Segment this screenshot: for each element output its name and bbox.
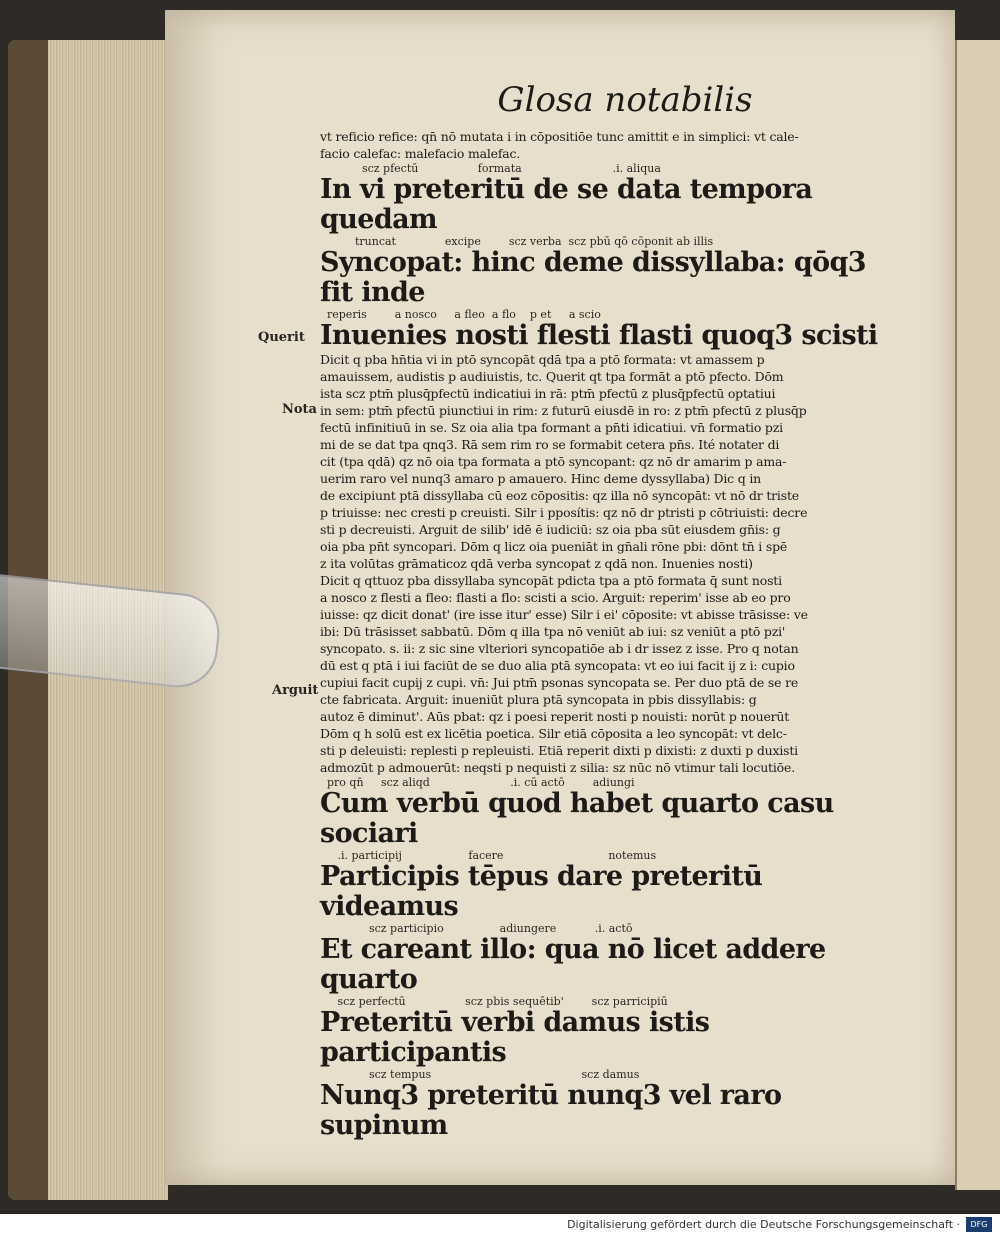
facing-page-edge <box>955 40 1000 1190</box>
commentary-line: uerim raro vel nunq3 amaro p amauero. Hinc deme dyssyllaba) Dic q in <box>320 471 761 486</box>
margin-note-querit: Querit <box>258 330 305 345</box>
gloss-line: scz perfectū scz pbis sequētib' scz parricipiū <box>320 995 668 1008</box>
page-text-block <box>320 80 890 1141</box>
footer-bar <box>0 1214 1000 1237</box>
commentary-line: autoz ē diminut'. Aūs pbat: qz i poesi reperit nosti p nouisti: norūt p nouerūt <box>320 709 790 724</box>
commentary-line: sti p decreuisti. Arguit de silib' idē ē iudiciū: sz oia pba sūt eiusdem gn̄is: g <box>320 522 781 537</box>
commentary-line: ibi: Dū trāsisset sabbatū. Dōm q illa tpa nō veniūt ab iui: sz veniūt a ptō pzi' <box>320 624 786 639</box>
gloss-line: pro qn̄ scz aliqd .i. cū actō adiungi <box>320 776 635 789</box>
commentary-line: syncopato. s. ii: z sic sine vlteriori syncopatiōe ab i dr issez z isse. Pro q notan <box>320 641 799 656</box>
commentary-line: dū est q ptā i iui faciūt de se duo alia ptā syncopata: vt eo iui facit ij z i: cupio <box>320 658 795 673</box>
page-title: Glosa notabilis <box>497 80 753 120</box>
commentary-line: cte fabricata. Arguit: inueniūt plura ptā syncopata in pbis dissyllabis: g <box>320 692 757 707</box>
commentary-line: vt reficio refice: qn̄ nō mutata i in cōpositiōe tunc amittit e in simplici: vt cale- <box>320 129 799 144</box>
commentary-line: Dicit q pba hn̄tia vi in ptō syncopāt qdā tpa a ptō formata: vt amassem p <box>320 352 765 367</box>
margin-note-arguit: Arguit <box>272 683 319 698</box>
margin-note-nota: Nota <box>282 402 317 417</box>
commentary-line: Dōm q h solū est ex licētia poetica. Silr etiā cōposita a leo syncopāt: vt delc- <box>320 726 787 741</box>
commentary-line: fectū infinitiuū in se. Sz oia alia tpa formant a pn̄ti idicatiui. vn̄ formatio pzi <box>320 420 783 435</box>
verse-line: Participis tēpus dare preteritū videamus <box>320 861 763 922</box>
commentary-line: in sem: ptm̄ pfectū piunctiui in rim: z futurū eiusdē in ro: z ptm̄ pfectū z plusq̄p <box>320 403 807 418</box>
verse-line: Et careant illo: qua nō licet addere quarto <box>320 934 826 995</box>
commentary-line: z ita volūtas grāmaticoz qdā verba syncopat z qdā non. Inuenies nosti) <box>320 556 753 571</box>
verse-line: Preteritū verbi damus istis participantis <box>320 1007 710 1068</box>
funding-credit: Digitalisierung gefördert durch die Deutsche Forschungsgemeinschaft · <box>567 1218 960 1231</box>
commentary-line: p triuisse: nec cresti p creuisti. Silr i pposítis: qz nō dr ptristi p cōtriuisti: decre <box>320 505 808 520</box>
commentary-line: facio calefac: malefacio malefac. <box>320 146 521 161</box>
commentary-line: sti p deleuisti: replesti p repleuisti. Etiā reperit dixti p dixisti: z duxti p duxisti <box>320 743 798 758</box>
verse-line: Syncopat: hinc deme dissyllaba: qōq3 fit inde <box>320 247 866 308</box>
commentary-line: a nosco z flesti a fleo: flasti a flo: scisti a scio. Arguit: reperim' isse ab eo pro <box>320 590 791 605</box>
verse-line: Cum verbū quod habet quarto casu sociari <box>320 788 834 849</box>
verse-line: Nunq3 preteritū nunq3 vel raro supinum <box>320 1080 782 1141</box>
gloss-line: .i. participij facere notemus <box>320 849 657 862</box>
commentary-line: Dicit q qttuoz pba dissyllaba syncopāt pdicta tpa a ptō formata q̄ sunt nosti <box>320 573 782 588</box>
commentary-line: admozūt p admouerūt: neqsti p nequisti z silia: sz nūc nō vtimur tali locutiōe. <box>320 760 795 775</box>
verse-line: In vi preteritū de se data tempora quedam <box>320 174 813 235</box>
commentary-line: amauissem, audistis p audiuistis, tc. Querit qt tpa formāt a ptō pfecto. Dōm <box>320 369 784 384</box>
commentary-line: oia pba pn̄t syncopari. Dōm q licz oia pueniāt in gn̄ali rōne pbi: dōnt tn̄ i spē <box>320 539 788 554</box>
verse-line: Inuenies nosti flesti flasti quoq3 scisti <box>320 320 878 351</box>
gloss-line: truncat excipe scz verba scz pbū qō cōponit ab illis <box>320 235 714 248</box>
text-lines <box>320 128 890 1141</box>
commentary-line: de excipiunt ptā dissyllaba cū eoz cōpositis: qz illa nō syncopāt: vt nō dr triste <box>320 488 799 503</box>
commentary-line: iuisse: qz dicit donat' (ire isse itur' esse) Silr i ei' cōposite: vt abisse trāsisse: ve <box>320 607 808 622</box>
commentary-line: cupiui facit cupij z cupi. vn̄: Jui ptm̄ psonas syncopata se. Per duo ptā de se re <box>320 675 799 690</box>
commentary-line: cit (tpa qdā) qz nō oia tpa formata a ptō syncopant: qz nō dr amarim p ama- <box>320 454 787 469</box>
gloss-line: scz pfectū formata .i. aliqua <box>320 162 661 175</box>
commentary-line: mi de se dat tpa qnq3. Rā sem rim ro se formabit cetera pn̄s. Ité notater di <box>320 437 780 452</box>
gloss-line: reperis a nosco a fleo a flo p et a scio <box>320 308 601 321</box>
gloss-line: scz tempus scz damus <box>320 1068 640 1081</box>
dfg-logo: DFG <box>966 1217 992 1232</box>
gloss-line: scz participio adiungere .i. actō <box>320 922 633 935</box>
commentary-line: ista scz ptm̄ plusq̄pfectū indicatiui in rā: ptm̄ pfectū z plusq̄pfectū optatiui <box>320 386 776 401</box>
